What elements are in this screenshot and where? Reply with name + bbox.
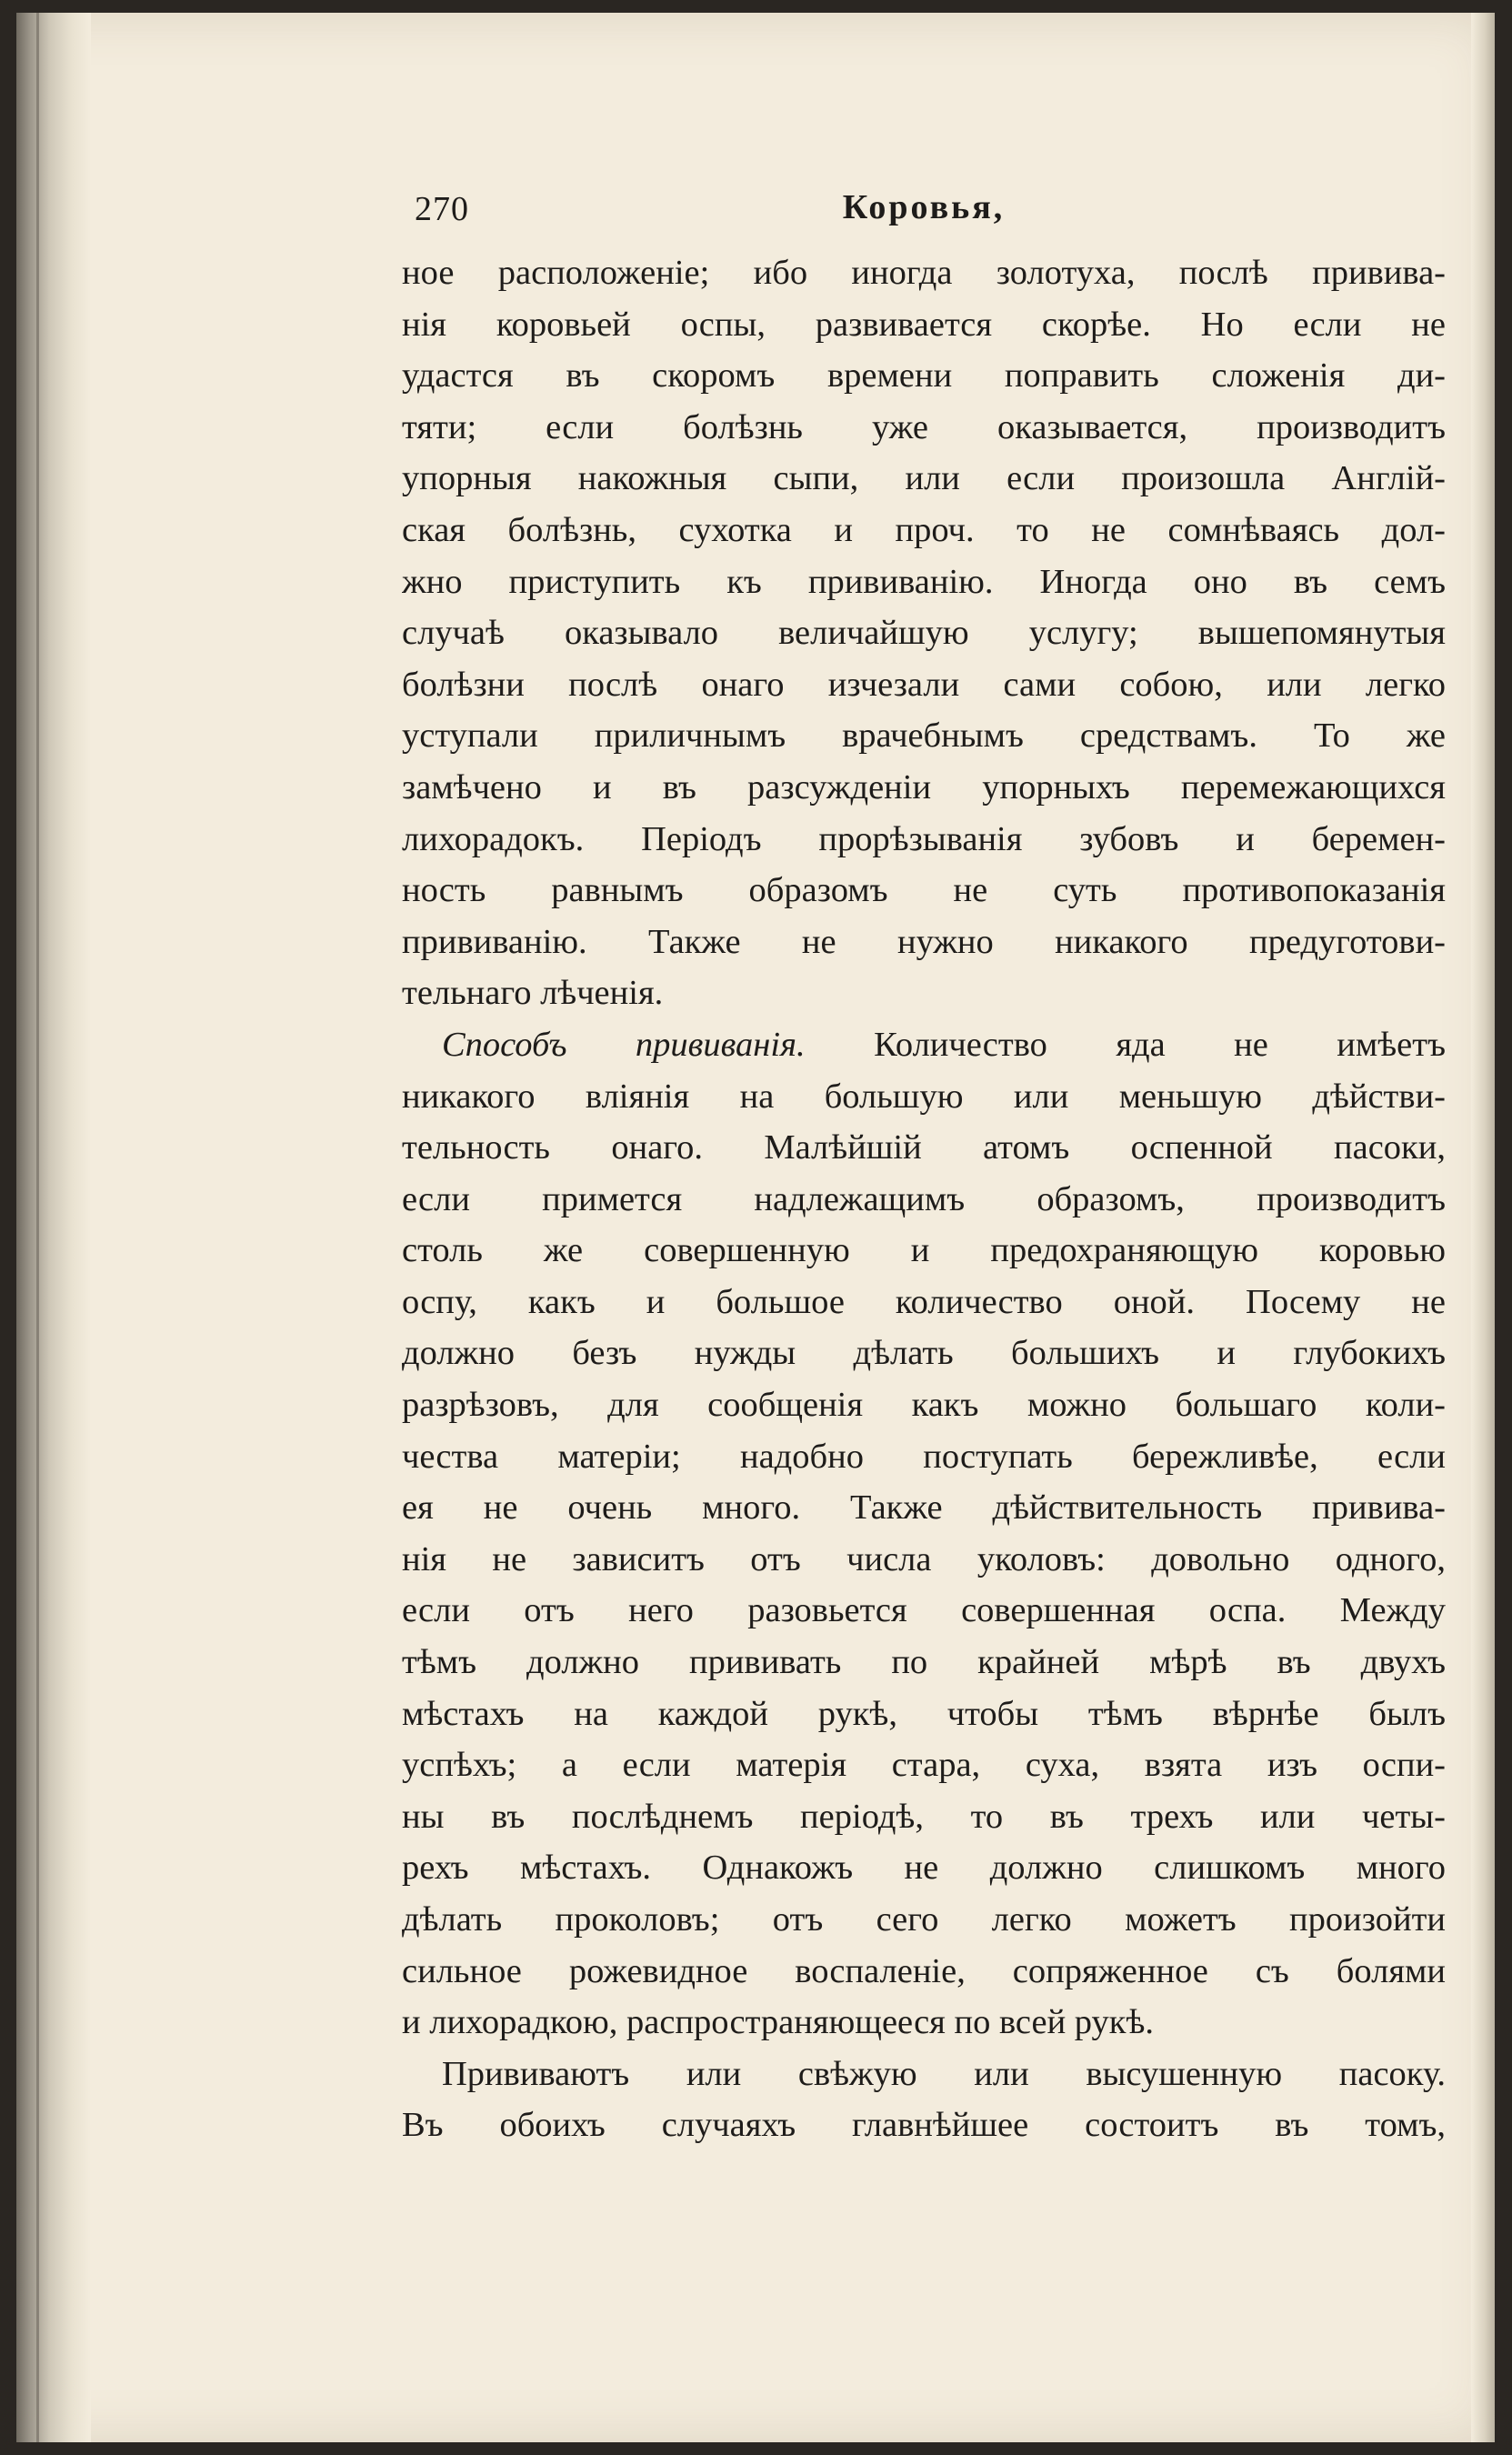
- text-line: упорныя накожныя сыпи, или если произошла Англій-: [402, 459, 1446, 498]
- running-head: Коровья,: [842, 188, 1006, 226]
- text-line: жно приступить къ прививанію. Иногда оно въ семъ: [402, 562, 1446, 601]
- text-line: Въ обоихъ случаяхъ главнѣйшее состоитъ въ томъ,: [402, 2106, 1446, 2145]
- section-heading-italic: Способъ прививанія.: [442, 1025, 806, 1064]
- text-line-rest: Количество яда не имѣетъ: [805, 1025, 1446, 1064]
- text-line: ность равнымъ образомъ не суть противопоказанія: [402, 871, 1446, 910]
- text-line: удастся въ скоромъ времени поправить сложенія ди-: [402, 356, 1446, 396]
- text-line: ное расположеніе; ибо иногда золотуха, послѣ привива-: [402, 254, 1446, 292]
- text-line: Прививаютъ или свѣжую или высушенную пасоку.: [442, 2054, 1446, 2093]
- text-line: столь же совершенную и предохраняющую коровью: [402, 1231, 1446, 1270]
- text-line: успѣхъ; а если матерія стара, суха, взята изъ оспи-: [402, 1746, 1446, 1785]
- text-line: дѣлать проколовъ; отъ сего легко можетъ произойти: [402, 1900, 1446, 1939]
- text-line: никакого вліянія на большую или меньшую дѣйстви-: [402, 1077, 1446, 1116]
- paragraph-2: [402, 1019, 1446, 2049]
- text-line: оспу, какъ и большое количество оной. Посему не: [402, 1282, 1446, 1321]
- page-header: [402, 184, 1446, 247]
- paragraph-3: [402, 2049, 1446, 2151]
- page-binding-gutter: [16, 13, 91, 2442]
- text-line: ская болѣзнь, сухотка и проч. то не сомнѣваясь дол-: [402, 510, 1446, 549]
- text-line: нія не зависитъ отъ числа уколовъ: довольно одного,: [402, 1539, 1446, 1578]
- text-line: сильное рожевидное воспаленіе, сопряженное съ болями: [402, 1951, 1446, 1990]
- text-line: тельность онаго. Малѣйшій атомъ оспенной пасоки,: [402, 1128, 1446, 1167]
- text-line: и лихорадкою, распространяющееся по всей рукѣ.: [402, 2003, 1155, 2042]
- text-block: [402, 184, 1446, 2151]
- text-line: тѣмъ должно прививать по крайней мѣрѣ въ двухъ: [402, 1643, 1446, 1682]
- text-line-first: [402, 1019, 1446, 1071]
- page-edge: [1471, 13, 1495, 2442]
- text-line: уступали приличнымъ врачебнымъ средствамъ. То же: [402, 716, 1446, 756]
- text-line: мѣстахъ на каждой рукѣ, чтобы тѣмъ вѣрнѣе былъ: [402, 1694, 1446, 1733]
- text-line: тельнаго лѣченія.: [402, 974, 664, 1013]
- text-line: чества матеріи; надобно поступать бережливѣе, если: [402, 1437, 1446, 1476]
- text-line: разрѣзовъ, для сообщенія какъ можно большаго коли-: [402, 1386, 1446, 1425]
- text-line: нія коровьей оспы, развивается скорѣе. Но если не: [402, 305, 1446, 344]
- text-line: тяти; если болѣзнь уже оказывается, производитъ: [402, 407, 1446, 446]
- text-line: рехъ мѣстахъ. Однакожъ не должно слишкомъ много: [402, 1849, 1446, 1888]
- text-line: если примется надлежащимъ образомъ, производитъ: [402, 1179, 1446, 1218]
- paragraph-1: [402, 247, 1446, 1019]
- text-line: болѣзни послѣ онаго изчезали сами собою, или легко: [402, 665, 1446, 704]
- book-page: [16, 13, 1495, 2442]
- text-line: если отъ него разовьется совершенная оспа. Между: [402, 1591, 1446, 1630]
- text-line: прививанію. Также не нужно никакого предуготови-: [402, 922, 1446, 961]
- text-line: ны въ послѣднемъ періодѣ, то въ трехъ или четы-: [402, 1797, 1446, 1836]
- text-line: замѣчено и въ разсужденіи упорныхъ перемежающихся: [402, 767, 1446, 807]
- text-line: случаѣ оказывало величайшую услугу; вышепомянутыя: [402, 614, 1446, 653]
- text-line: должно безъ нужды дѣлать большихъ и глубокихъ: [402, 1334, 1446, 1373]
- text-line: ея не очень много. Также дѣйствительность привива-: [402, 1488, 1446, 1528]
- text-line: лихорадокъ. Періодъ прорѣзыванія зубовъ и беремен-: [402, 819, 1446, 858]
- page-number: 270: [415, 190, 469, 228]
